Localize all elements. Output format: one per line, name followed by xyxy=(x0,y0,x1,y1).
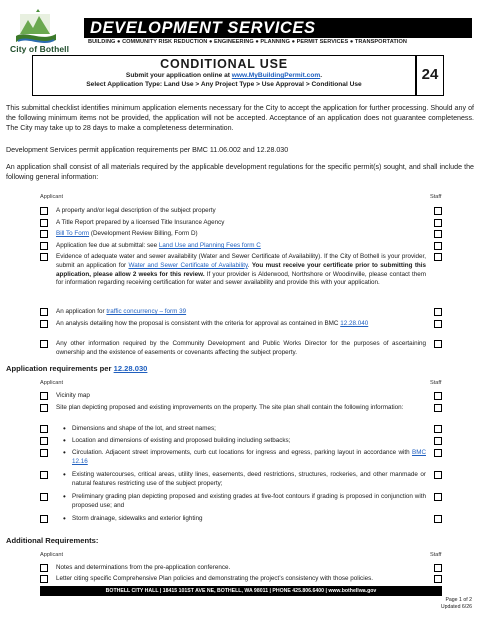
item-text xyxy=(56,308,426,317)
submit-online-text: Submit your application online at xyxy=(125,72,232,79)
water-sewer-certificate-link[interactable]: Water and Sewer Certificate of Availability xyxy=(128,261,248,269)
form-title-box xyxy=(32,55,416,96)
section-heading xyxy=(6,364,147,373)
item-text: Storm drainage, sidewalks and exterior lighting xyxy=(72,515,203,522)
analysis-prefix: An analysis detailing how the proposal is consistent with the criteria for approval as contained in BMC xyxy=(56,320,341,327)
staff-checkbox[interactable] xyxy=(434,219,442,227)
item-text: Preliminary grading plan depicting proposed and existing grades at five-foot contours if grading is proposed in conjunction with proposed use; and xyxy=(72,493,426,509)
bullet-icon: • xyxy=(63,470,66,479)
fee-prefix: Application fee due at submittal: see xyxy=(56,242,159,249)
item-text: Site plan depicting proposed and existing improvements on the property. The site plan shall contain the following information: xyxy=(56,404,404,411)
submit-suffix: . xyxy=(320,72,323,79)
staff-checkbox[interactable] xyxy=(434,308,442,316)
applicant-column-header: Applicant xyxy=(40,552,64,558)
applicant-checkbox[interactable] xyxy=(40,575,48,583)
staff-checkbox[interactable] xyxy=(434,493,442,501)
item-text: Letter citing specific Comprehensive Plan policies and demonstrating the project’s consistency with those policies. xyxy=(56,575,373,582)
general-info-paragraph: An application shall consist of all materials required by the applicable development regulations for the specific permit(s) sought, and shall include the following general information: xyxy=(6,163,474,181)
bmc-12-28-040-link[interactable]: 12.28.040 xyxy=(340,320,369,327)
applicant-checkbox[interactable] xyxy=(40,449,48,457)
applicant-checkbox[interactable] xyxy=(40,437,48,445)
item-text xyxy=(56,253,426,288)
staff-checkbox[interactable] xyxy=(434,207,442,215)
item-text: A property and/or legal description of the subject property xyxy=(56,207,216,214)
staff-column-header: Staff xyxy=(430,552,442,558)
item-text: Notes and determinations from the pre-application conference. xyxy=(56,564,231,571)
water-sewer-text-b: . xyxy=(247,261,252,269)
item-text xyxy=(56,230,426,239)
item-text: Vicinity map xyxy=(56,392,90,399)
footer-contact-bar: BOTHELL CITY HALL | 18415 101ST AVE NE, BOTHELL, WA 98011 | PHONE 425.806.6400 | www.bothellwa.gov xyxy=(40,586,442,596)
applicant-checkbox[interactable] xyxy=(40,493,48,501)
staff-checkbox[interactable] xyxy=(434,340,442,348)
traffic-prefix: An application for xyxy=(56,308,107,315)
staff-checkbox[interactable] xyxy=(434,253,442,261)
form-title: CONDITIONAL USE xyxy=(160,57,288,71)
applicant-checkbox[interactable] xyxy=(40,207,48,215)
applicant-checkbox[interactable] xyxy=(40,340,48,348)
applicant-checkbox[interactable] xyxy=(40,230,48,238)
bill-to-form-link[interactable]: Bill To Form xyxy=(56,230,90,237)
applicant-checkbox[interactable] xyxy=(40,320,48,328)
water-sewer-text-a: Evidence of adequate water and sewer availability (Water and Sewer Certificate of Availability). If the City of Bothell is your provider, submit an application for xyxy=(56,253,426,269)
applicant-checkbox[interactable] xyxy=(40,219,48,227)
item-text xyxy=(56,242,426,251)
header-banner xyxy=(84,18,472,38)
applicant-column-header: Applicant xyxy=(40,380,64,386)
bmc-12-16-link[interactable]: BMC 12.16 xyxy=(72,449,426,465)
mybuildingpermit-link[interactable]: www.MyBuildingPermit.com xyxy=(231,72,321,79)
submit-online-line xyxy=(33,71,415,80)
bmc-12-28-030-link[interactable]: 12.28.030 xyxy=(113,364,148,373)
staff-checkbox[interactable] xyxy=(434,437,442,445)
applicant-checkbox[interactable] xyxy=(40,564,48,572)
staff-checkbox[interactable] xyxy=(434,515,442,523)
item-text xyxy=(72,449,426,467)
staff-checkbox[interactable] xyxy=(434,320,442,328)
staff-checkbox[interactable] xyxy=(434,425,442,433)
requirements-line: Development Services permit application requirements per BMC 11.06.002 and 12.28.030 xyxy=(6,146,289,154)
updated-date: Updated 6/26 xyxy=(440,604,472,610)
applicant-checkbox[interactable] xyxy=(40,425,48,433)
applicant-checkbox[interactable] xyxy=(40,404,48,412)
bullet-icon: • xyxy=(63,424,66,433)
form-number: 24 xyxy=(416,55,444,96)
staff-checkbox[interactable] xyxy=(434,230,442,238)
applicant-checkbox[interactable] xyxy=(40,242,48,250)
page-number: Page 1 of 2 xyxy=(445,597,472,603)
item-text: Existing watercourses, critical areas, utility lines, easements, deed restrictions, structures, rockeries, and other manmade or natural features restricting use of the subject property; xyxy=(72,471,426,487)
staff-column-header: Staff xyxy=(430,380,442,386)
water-sewer-text-c: If your provider is Alderwood, Northshore or Woodinville, please contact them for information regarding receiving certification for water and sewer availability and provide this with your application. xyxy=(56,270,427,287)
item-text: Any other information required by the Community Development and Public Works Director for the purposes of ascertaining ownership and the existence of easements or covenants affecting the subject property. xyxy=(56,340,426,356)
applicant-column-header: Applicant xyxy=(40,194,64,200)
page-info xyxy=(441,597,472,611)
staff-checkbox[interactable] xyxy=(434,449,442,457)
bill-to-form-rest: (Development Review Billing, Form D) xyxy=(89,230,198,237)
logo-text: City of Bothell xyxy=(10,44,70,54)
applicant-checkbox[interactable] xyxy=(40,392,48,400)
bullet-icon: • xyxy=(63,492,66,501)
staff-checkbox[interactable] xyxy=(434,564,442,572)
item-text: Dimensions and shape of the lot, and street names; xyxy=(72,425,216,432)
applicant-checkbox[interactable] xyxy=(40,253,48,261)
traffic-concurrency-link[interactable]: traffic concurrency – form 39 xyxy=(106,308,187,315)
item-text: A Title Report prepared by a licensed Title Insurance Agency xyxy=(56,219,225,226)
section-heading: Additional Requirements: xyxy=(6,536,99,545)
item-text: Location and dimensions of existing and proposed building including setbacks; xyxy=(72,437,291,444)
staff-column-header: Staff xyxy=(430,194,442,200)
water-sewer-bold-note: You must receive your certificate prior to submitting this application, please allow 2 weeks for this review. xyxy=(56,261,427,278)
staff-checkbox[interactable] xyxy=(434,471,442,479)
bullet-icon: • xyxy=(63,514,66,523)
staff-checkbox[interactable] xyxy=(434,404,442,412)
staff-checkbox[interactable] xyxy=(434,392,442,400)
applicant-checkbox[interactable] xyxy=(40,471,48,479)
fees-form-link[interactable]: Land Use and Planning Fees form C xyxy=(158,242,261,249)
staff-checkbox[interactable] xyxy=(434,575,442,583)
department-title: DEVELOPMENT SERVICES xyxy=(90,19,316,37)
applicant-checkbox[interactable] xyxy=(40,515,48,523)
application-type-line: Select Application Type: Land Use > Any Project Type > Use Approval > Conditional Use xyxy=(86,81,362,88)
bullet-icon: • xyxy=(63,448,66,457)
applicant-checkbox[interactable] xyxy=(40,308,48,316)
circulation-text: Circulation. Adjacent street improvements, curb cut locations for ingress and egress, parking layout in accordance with xyxy=(72,449,412,456)
division-list: BUILDING ● COMMUNITY RISK REDUCTION ● ENGINEERING ● PLANNING ● PERMIT SERVICES ● TRANSPORTATION xyxy=(88,39,407,45)
section-heading-text: Application requirements per xyxy=(6,364,114,373)
staff-checkbox[interactable] xyxy=(434,242,442,250)
bullet-icon: • xyxy=(63,436,66,445)
item-text xyxy=(56,320,426,329)
intro-paragraph: This submittal checklist identifies minimum application elements necessary for the City to accept the application for further processing. Should any of the following minimum items not be provided, the application will not be accepted. Acceptance of an application does not guarantee completeness. The City may take up to 28 days to make a completeness determination. xyxy=(6,104,474,132)
